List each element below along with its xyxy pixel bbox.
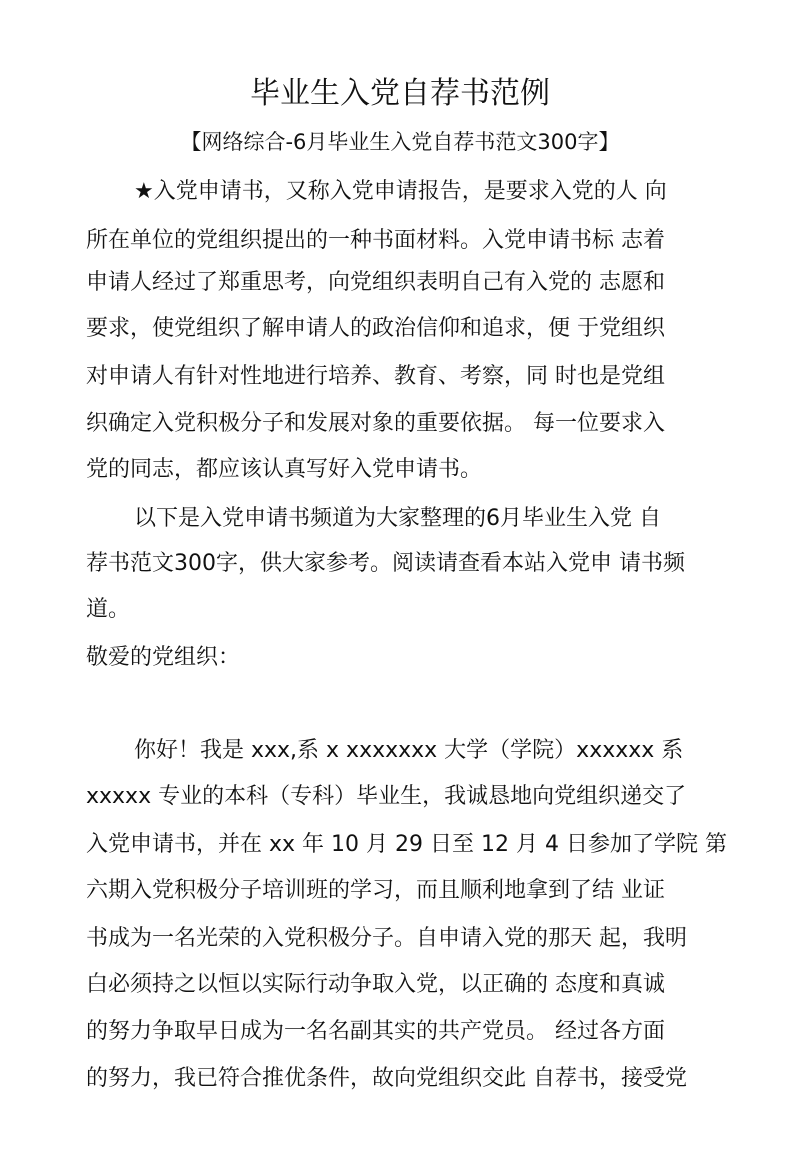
paragraph-1-line: 所在单位的党组织提出的一种书面材料。入党申请书标 志着 <box>86 228 665 253</box>
paragraph-1-line: 对申请人有针对性地进行培养、教育、考察，同 时也是党组 <box>86 364 665 389</box>
paragraph-2-line: 荐书范文300字，供大家参考。阅读请查看本站入党申 请书频 <box>86 551 685 576</box>
paragraph-3-line: 白必须持之以恒以实际行动争取入党，以正确的 态度和真诚 <box>86 972 665 997</box>
paragraph-3-line: 六期入党积极分子培训班的学习，而且顺利地拿到了结 业证 <box>86 878 665 903</box>
paragraph-1-line: 织确定入党积极分子和发展对象的重要依据。 每一位要求入 <box>86 411 665 436</box>
paragraph-3-line: 书成为一名光荣的入党积极分子。自申请入党的那天 起，我明 <box>86 926 687 951</box>
paragraph-3-line: 入党申请书，并在 xx 年 10 月 29 日至 12 月 4 日参加了学院 第 <box>86 832 727 857</box>
paragraph-1-line: 要求，使党组织了解申请人的政治信仰和追求，便 于党组织 <box>86 316 665 341</box>
salutation: 敬爱的党组织： <box>86 645 241 670</box>
paragraph-3-line: 你好！我是 xxx,系 x xxxxxxx 大学（学院）xxxxxx 系 <box>134 738 684 763</box>
paragraph-3-line: 的努力争取早日成为一名名副其实的共产党员。 经过各方面 <box>86 1019 665 1044</box>
paragraph-1-line: ★入党申请书，又称入党申请报告，是要求入党的人 向 <box>134 179 667 204</box>
paragraph-3-line: xxxxx 专业的本科（专科）毕业生，我诚恳地向党组织递交了 <box>86 784 687 809</box>
document-title: 毕业生入党自荐书范例 <box>250 76 550 111</box>
paragraph-1-line: 党的同志，都应该认真写好入党申请书。 <box>86 457 483 482</box>
document-subtitle: 【网络综合-6月毕业生入党自荐书范文300字】 <box>180 130 620 154</box>
paragraph-3-line: 的努力，我已符合推优条件，故向党组织交此 自荐书，接受党 <box>86 1066 687 1091</box>
paragraph-2-line: 道。 <box>86 597 131 622</box>
paragraph-2-line: 以下是入党申请书频道为大家整理的6月毕业生入党 自 <box>134 506 661 531</box>
paragraph-1-line: 申请人经过了郑重思考，向党组织表明自己有入党的 志愿和 <box>86 270 665 295</box>
